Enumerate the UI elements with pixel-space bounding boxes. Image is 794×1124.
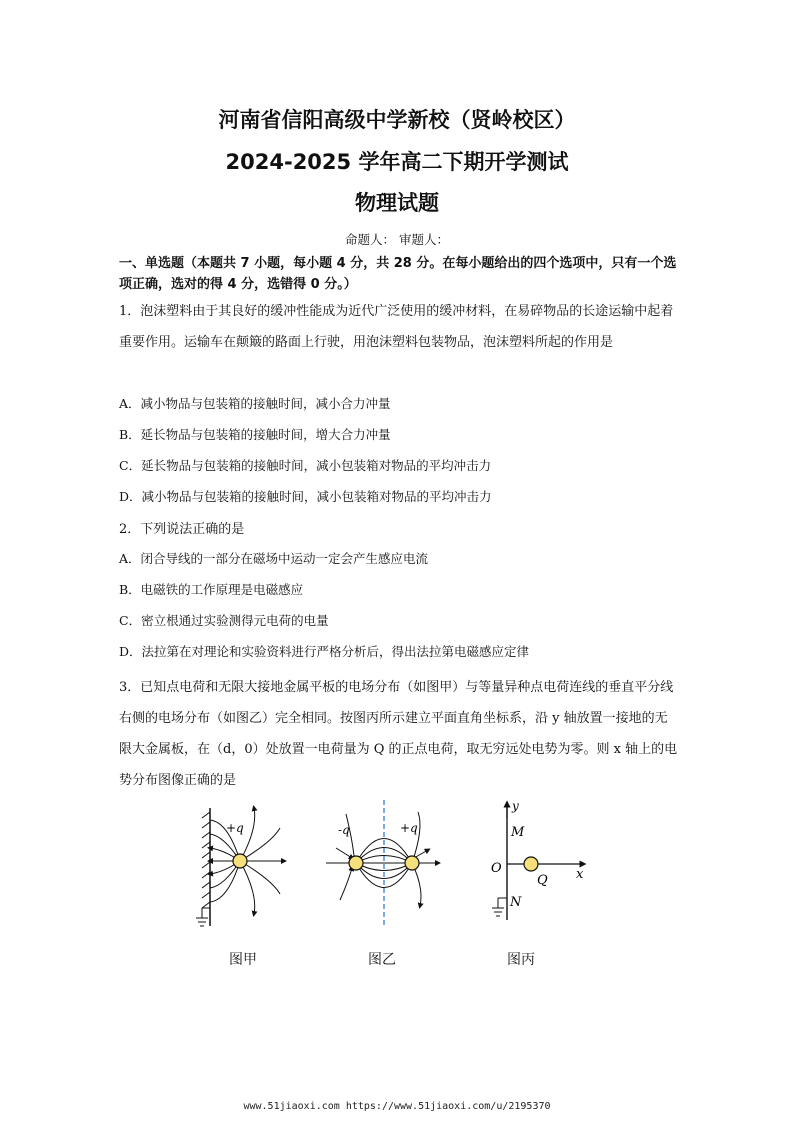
bing-point-n: N <box>510 895 522 910</box>
question-2-option-b: B．电磁铁的工作原理是电磁感应 <box>119 582 304 597</box>
bing-charge-q: Q <box>537 873 548 888</box>
question-2-option-a: A．闭合导线的一部分在磁场中运动一定会产生感应电流 <box>119 551 429 566</box>
figure-yi <box>326 800 438 928</box>
bing-x-axis-label: x <box>576 867 584 882</box>
question-1-option-a: A．减小物品与包装箱的接触时间，减小合力冲量 <box>119 396 391 411</box>
question-2-option-c: C．密立根通过实验测得元电荷的电量 <box>119 613 329 628</box>
jia-charge-label: +q <box>226 821 244 835</box>
bing-y-axis-label: y <box>512 799 519 813</box>
figure-bing <box>491 799 584 920</box>
question-2-option-d: D．法拉第在对理论和实验资料进行严格分析后，得出法拉第电磁感应定律 <box>119 644 530 659</box>
footer-watermark-url[interactable]: www.51jiaoxi.com https://www.51jiaoxi.com/u/2195370 <box>243 1101 551 1112</box>
question-1-option-d: D．减小物品与包装箱的接触时间，减小包装箱对物品的平均冲击力 <box>119 489 492 504</box>
section-heading: 一、单选题（本题共 7 小题，每小题 4 分，共 28 分。在每小题给出的四个选项中，只有一个选项正确，选对的得 4 分，选错得 0 分。） <box>119 256 677 292</box>
school-title: 河南省信阳高级中学新校（贤岭校区） <box>218 108 576 132</box>
caption-bing: 图丙 <box>507 952 535 968</box>
yi-negative-charge-label: -q <box>338 823 350 837</box>
caption-jia: 图甲 <box>229 952 257 968</box>
question-1-option-c: C．延长物品与包装箱的接触时间，减小包装箱对物品的平均冲击力 <box>119 458 492 473</box>
question-3-stem: 3．已知点电荷和无限大接地金属平板的电场分布（如图甲）与等量异种点电荷连线的垂直平分线右侧的电场分布（如图乙）完全相同。按图丙所示建立平面直角坐标系，沿 y 轴放置一接地的无限大金属板，在（d，0）处放置一电荷量为 Q 的正点电荷，取无穷远处电势为零。则 x 轴上的电势分布图像正确的是 <box>119 680 678 788</box>
exam-title: 2024-2025 学年高二下期开学测试 <box>225 150 569 174</box>
bing-point-m: M <box>511 825 525 840</box>
figure-jia <box>196 808 284 926</box>
question-1-stem: 1．泡沫塑料由于其良好的缓冲性能成为近代广泛使用的缓冲材料，在易碎物品的长途运输中起着重要作用。运输车在颠簸的路面上行驶，用泡沫塑料包装物品，泡沫塑料所起的作用是 <box>119 304 674 350</box>
subject-title: 物理试题 <box>355 191 439 215</box>
yi-positive-charge-label: +q <box>400 821 418 835</box>
bing-origin-o: O <box>491 861 502 876</box>
question-2-stem: 2．下列说法正确的是 <box>119 522 245 537</box>
authors-line: 命题人： 审题人： <box>345 232 449 247</box>
question-1-option-b: B．延长物品与包装箱的接触时间，增大合力冲量 <box>119 427 391 442</box>
caption-yi: 图乙 <box>368 952 396 968</box>
